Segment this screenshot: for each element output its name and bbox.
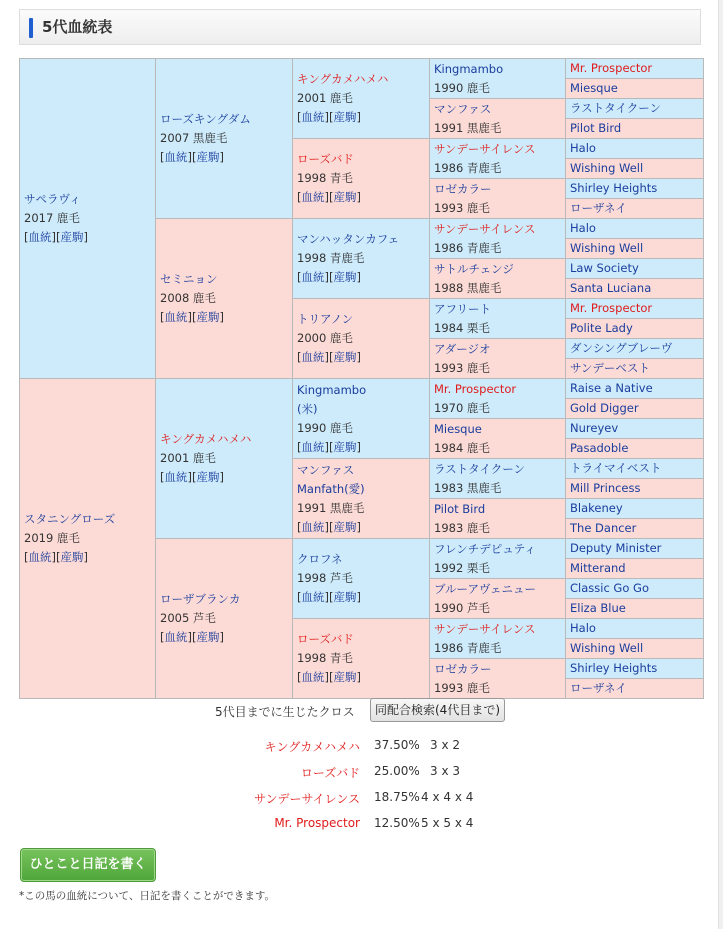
gen5-horse-cell <box>566 299 704 319</box>
horse-links: [血統][産駒] <box>160 150 224 164</box>
pedigree-link[interactable]: 血統 <box>301 350 325 364</box>
horse-name-link[interactable]: ローズバド <box>297 152 354 166</box>
pedigree-link[interactable]: 血統 <box>301 439 325 454</box>
offspring-link[interactable]: 産駒 <box>196 150 220 164</box>
horse-name-link[interactable]: ロゼカラー <box>434 661 492 676</box>
heading-accent-bar <box>29 18 33 38</box>
horse-links: [血統][産駒] <box>297 439 361 454</box>
horse-birth-coat: 2000 鹿毛 <box>297 331 353 345</box>
gen2-horse-cell <box>156 219 293 379</box>
horse-links: [血統][産駒] <box>297 519 361 534</box>
offspring-link[interactable]: 産駒 <box>333 270 357 284</box>
offspring-link[interactable]: 産駒 <box>333 110 357 124</box>
horse-name-link[interactable]: Mr. Prospector <box>570 61 653 75</box>
horse-birth-coat: 1984 鹿毛 <box>434 440 490 455</box>
pedigree-table <box>19 58 704 699</box>
horse-name-link[interactable]: マンハッタンカフェ <box>297 232 400 246</box>
horse-birth-coat: 1998 芦毛 <box>297 571 353 585</box>
horse-birth-coat: 1983 黒鹿毛 <box>434 480 502 495</box>
horse-birth-coat: 1990 鹿毛 <box>434 80 490 95</box>
gen4-horse-cell <box>430 579 566 619</box>
horse-name-link[interactable]: Blakeney <box>570 501 623 515</box>
pedigree-link[interactable]: 血統 <box>164 310 188 324</box>
horse-name-link[interactable]: サンデーサイレンス <box>434 621 536 636</box>
horse-birth-coat: 2019 鹿毛 <box>24 531 80 545</box>
horse-name-link[interactable]: Halo <box>570 141 596 155</box>
horse-name-link[interactable]: Kingmambo <box>434 61 504 76</box>
horse-name-link[interactable]: Halo <box>570 621 596 635</box>
gen4-horse-cell <box>430 419 566 459</box>
horse-birth-coat: 2001 鹿毛 <box>160 451 216 465</box>
gen4-horse-cell <box>430 619 566 659</box>
gen5-horse-cell <box>566 399 704 419</box>
gen2-horse-cell <box>156 59 293 219</box>
gen5-horse-cell <box>566 379 704 399</box>
pedigree-link[interactable]: 血統 <box>164 630 188 644</box>
gen4-horse-cell <box>430 379 566 419</box>
horse-name-link[interactable]: フレンチデピュティ <box>434 541 536 556</box>
horse-name-link[interactable]: Santa Luciana <box>570 281 652 295</box>
horse-birth-coat: 2007 黒鹿毛 <box>160 131 228 145</box>
cross-percent: 12.50% <box>374 816 420 830</box>
horse-name-link[interactable]: Nureyev <box>570 421 619 435</box>
horse-name-link[interactable]: マンファス <box>434 101 492 116</box>
offspring-link[interactable]: 産駒 <box>333 350 357 364</box>
horse-origin-name[interactable]: Manfath(愛) <box>297 481 365 496</box>
gen1-horse-cell <box>20 379 156 699</box>
horse-name-link[interactable]: ブルーアヴェニュー <box>434 581 537 596</box>
horse-name-link[interactable]: Pilot Bird <box>434 501 486 516</box>
horse-name-link[interactable]: サペラヴィ <box>24 192 81 206</box>
page-scrollbar[interactable] <box>718 0 723 929</box>
horse-birth-coat: 1988 黒鹿毛 <box>434 280 502 295</box>
gen4-horse-cell <box>430 219 566 259</box>
gen5-horse-cell <box>566 339 704 359</box>
page-title: 5代血統表 <box>42 18 113 36</box>
offspring-link[interactable]: 産駒 <box>333 590 357 604</box>
gen4-horse-cell <box>430 339 566 379</box>
pedigree-link[interactable]: 血統 <box>164 150 188 164</box>
gen4-horse-cell <box>430 59 566 99</box>
gen5-horse-cell <box>566 459 704 479</box>
horse-name-link[interactable]: トライマイベスト <box>570 461 662 475</box>
gen3-horse-cell <box>293 219 430 299</box>
horse-name-link[interactable]: スタニングローズ <box>24 512 116 526</box>
pedigree-link[interactable]: 血統 <box>301 590 325 604</box>
horse-links: [血統][産駒] <box>297 190 361 204</box>
horse-name-link[interactable]: アダージオ <box>434 341 491 356</box>
cross-horse-link[interactable]: サンデーサイレンス <box>254 792 360 806</box>
horse-name-link[interactable]: Shirley Heights <box>570 661 658 675</box>
gen5-horse-cell <box>566 519 704 539</box>
gen5-horse-cell <box>566 419 704 439</box>
gen5-horse-cell <box>566 119 704 139</box>
horse-links: [血統][産駒] <box>297 590 361 604</box>
pedigree-link[interactable]: 血統 <box>301 110 325 124</box>
gen5-horse-cell <box>566 259 704 279</box>
gen5-horse-cell <box>566 659 704 679</box>
gen5-horse-cell <box>566 59 704 79</box>
cross-horse-link[interactable]: キングカメハメハ <box>264 740 360 754</box>
cross-horse-link[interactable]: ローズバド <box>300 766 360 780</box>
horse-name-link[interactable]: キングカメハメハ <box>160 432 252 446</box>
diary-note: *この馬の血統について、日記を書くことができます。 <box>19 890 275 902</box>
horse-name-link[interactable]: Polite Lady <box>570 321 633 335</box>
horse-birth-coat: 1998 青毛 <box>297 171 353 185</box>
offspring-link[interactable]: 産駒 <box>333 190 357 204</box>
horse-name-link[interactable]: Mr. Prospector <box>434 381 517 396</box>
gen4-horse-cell <box>430 99 566 139</box>
offspring-link[interactable]: 産駒 <box>333 519 357 534</box>
pedigree-link[interactable]: 血統 <box>164 470 188 484</box>
horse-name-link[interactable]: Miesque <box>434 421 482 436</box>
horse-birth-coat: 2005 芦毛 <box>160 611 216 625</box>
gen5-horse-cell <box>566 679 704 699</box>
cross-percent: 18.75% <box>374 790 420 804</box>
gen3-horse-cell <box>293 379 430 459</box>
horse-name-link[interactable]: サンデーベスト <box>570 361 650 375</box>
gen5-horse-cell <box>566 319 704 339</box>
cross-pattern: 5 x 5 x 4 <box>421 816 474 830</box>
horse-birth-coat: 1970 鹿毛 <box>434 400 490 415</box>
cross-horse-link[interactable]: Mr. Prospector <box>274 816 360 830</box>
offspring-link[interactable]: 産駒 <box>60 230 84 244</box>
horse-origin-name[interactable]: (米) <box>297 401 318 416</box>
gen5-horse-cell <box>566 639 704 659</box>
pedigree-link[interactable]: 血統 <box>28 230 52 244</box>
gen4-horse-cell <box>430 179 566 219</box>
gen3-horse-cell <box>293 459 430 539</box>
cross-pattern: 3 x 2 <box>430 738 460 752</box>
horse-links: [血統][産駒] <box>297 670 361 684</box>
gen4-horse-cell <box>430 139 566 179</box>
gen5-horse-cell <box>566 219 704 239</box>
gen3-horse-cell <box>293 539 430 619</box>
gen5-horse-cell <box>566 199 704 219</box>
horse-name-link[interactable]: キングカメハメハ <box>297 72 389 86</box>
gen5-horse-cell <box>566 619 704 639</box>
gen3-horse-cell <box>293 59 430 139</box>
gen4-horse-cell <box>430 659 566 699</box>
cross-percent: 25.00% <box>374 764 420 778</box>
horse-name-link[interactable]: Deputy Minister <box>570 541 662 555</box>
offspring-link[interactable]: 産駒 <box>196 630 220 644</box>
horse-birth-coat: 2001 鹿毛 <box>297 91 353 105</box>
horse-name-link[interactable]: ローズキングダム <box>160 112 251 126</box>
gen5-horse-cell <box>566 599 704 619</box>
horse-birth-coat: 1993 鹿毛 <box>434 200 490 215</box>
horse-birth-coat: 1986 青鹿毛 <box>434 160 502 175</box>
horse-name-link[interactable]: クロフネ <box>297 552 343 566</box>
horse-name-link[interactable]: Classic Go Go <box>570 581 649 595</box>
gen5-horse-cell <box>566 159 704 179</box>
cross-heading: 5代目までに生じたクロス <box>215 705 355 719</box>
horse-name-link[interactable]: ローザネイ <box>570 681 627 695</box>
gen5-horse-cell <box>566 579 704 599</box>
gen5-horse-cell <box>566 559 704 579</box>
horse-name-link[interactable]: セミニョン <box>160 272 218 286</box>
horse-links: [血統][産駒] <box>160 310 224 324</box>
horse-links: [血統][産駒] <box>297 270 361 284</box>
horse-name-link[interactable]: Shirley Heights <box>570 181 658 195</box>
horse-name-link[interactable]: Eliza Blue <box>570 601 626 615</box>
gen2-horse-cell <box>156 379 293 539</box>
offspring-link[interactable]: 産駒 <box>333 439 357 454</box>
horse-name-link[interactable]: Pasadoble <box>570 441 629 455</box>
pedigree-row <box>20 379 704 399</box>
same-mating-search-button[interactable]: 同配合検索(4代目まで) <box>370 698 505 722</box>
horse-name-link[interactable]: Mr. Prospector <box>570 301 653 315</box>
gen5-horse-cell <box>566 279 704 299</box>
gen4-horse-cell <box>430 299 566 339</box>
horse-name-link[interactable]: Pilot Bird <box>570 121 622 135</box>
horse-name-link[interactable]: サトルチェンジ <box>434 261 514 276</box>
horse-name-link[interactable]: The Dancer <box>570 521 637 535</box>
horse-birth-coat: 1991 黒鹿毛 <box>297 500 365 515</box>
horse-birth-coat: 1986 青鹿毛 <box>434 640 502 655</box>
horse-birth-coat: 1983 鹿毛 <box>434 520 490 535</box>
offspring-link[interactable]: 産駒 <box>196 310 220 324</box>
horse-name-link[interactable]: Halo <box>570 221 596 235</box>
gen5-horse-cell <box>566 439 704 459</box>
horse-name-link[interactable]: Law Society <box>570 261 639 275</box>
gen4-horse-cell <box>430 499 566 539</box>
horse-name-link[interactable]: Raise a Native <box>570 381 653 395</box>
section-heading <box>19 9 701 45</box>
pedigree-link[interactable]: 血統 <box>301 670 325 684</box>
horse-links: [血統][産駒] <box>160 470 224 484</box>
gen5-horse-cell <box>566 139 704 159</box>
horse-birth-coat: 1998 青鹿毛 <box>297 251 365 265</box>
horse-name-link[interactable]: マンファス <box>297 462 355 477</box>
horse-name-link[interactable]: ローズバド <box>297 632 354 646</box>
gen3-horse-cell <box>293 619 430 699</box>
horse-links: [血統][産駒] <box>297 110 361 124</box>
cross-pattern: 3 x 3 <box>430 764 460 778</box>
horse-birth-coat: 1993 鹿毛 <box>434 680 490 695</box>
gen5-horse-cell <box>566 79 704 99</box>
write-diary-button[interactable]: ひとこと日記を書く <box>20 848 156 882</box>
gen2-horse-cell <box>156 539 293 699</box>
pedigree-row <box>20 59 704 79</box>
gen4-horse-cell <box>430 539 566 579</box>
horse-birth-coat: 1991 黒鹿毛 <box>434 120 502 135</box>
horse-birth-coat: 2017 鹿毛 <box>24 211 80 225</box>
offspring-link[interactable]: 産駒 <box>196 470 220 484</box>
offspring-link[interactable]: 産駒 <box>333 670 357 684</box>
horse-birth-coat: 2008 鹿毛 <box>160 291 216 305</box>
gen5-horse-cell <box>566 179 704 199</box>
pedigree-link[interactable]: 血統 <box>301 519 325 534</box>
gen5-horse-cell <box>566 359 704 379</box>
horse-links: [血統][産駒] <box>24 230 88 244</box>
horse-name-link[interactable]: Wishing Well <box>570 641 644 655</box>
horse-links: [血統][産駒] <box>297 350 361 364</box>
horse-name-link[interactable]: ロゼカラー <box>434 181 492 196</box>
offspring-link[interactable]: 産駒 <box>60 550 84 564</box>
cross-percent: 37.50% <box>374 738 420 752</box>
gen5-horse-cell <box>566 499 704 519</box>
horse-birth-coat: 1984 栗毛 <box>434 320 490 335</box>
horse-name-link[interactable]: Mill Princess <box>570 481 641 495</box>
horse-name-link[interactable]: Wishing Well <box>570 241 644 255</box>
horse-name-link[interactable]: アフリート <box>434 301 492 316</box>
horse-name-link[interactable]: ローザネイ <box>570 201 627 215</box>
gen3-horse-cell <box>293 299 430 379</box>
horse-name-link[interactable]: サンデーサイレンス <box>434 141 536 156</box>
gen5-horse-cell <box>566 239 704 259</box>
horse-birth-coat: 1998 青毛 <box>297 651 353 665</box>
pedigree-link[interactable]: 血統 <box>301 190 325 204</box>
horse-birth-coat: 1986 青鹿毛 <box>434 240 502 255</box>
gen4-horse-cell <box>430 459 566 499</box>
horse-birth-coat: 1993 鹿毛 <box>434 360 490 375</box>
gen5-horse-cell <box>566 99 704 119</box>
gen5-horse-cell <box>566 539 704 559</box>
horse-name-link[interactable]: Mitterand <box>570 561 626 575</box>
horse-name-link[interactable]: ラストタイクーン <box>570 101 661 115</box>
horse-name-link[interactable]: ダンシングブレーヴ <box>570 341 673 355</box>
horse-name-link[interactable]: ローザブランカ <box>160 592 241 606</box>
horse-name-link[interactable]: Miesque <box>570 81 618 95</box>
gen4-horse-cell <box>430 259 566 299</box>
pedigree-link[interactable]: 血統 <box>28 550 52 564</box>
horse-birth-coat: 1990 鹿毛 <box>297 420 353 435</box>
horse-name-link[interactable]: トリアノン <box>297 312 354 326</box>
horse-name-link[interactable]: Wishing Well <box>570 161 644 175</box>
cross-pattern: 4 x 4 x 4 <box>421 790 474 804</box>
horse-name-link[interactable]: ラストタイクーン <box>434 461 525 476</box>
gen1-horse-cell <box>20 59 156 379</box>
horse-name-link[interactable]: サンデーサイレンス <box>434 221 536 236</box>
gen3-horse-cell <box>293 139 430 219</box>
horse-links: [血統][産駒] <box>160 630 224 644</box>
horse-name-link[interactable]: Kingmambo <box>297 382 367 397</box>
horse-birth-coat: 1992 栗毛 <box>434 560 490 575</box>
horse-name-link[interactable]: Gold Digger <box>570 401 639 415</box>
gen5-horse-cell <box>566 479 704 499</box>
horse-links: [血統][産駒] <box>24 550 88 564</box>
pedigree-link[interactable]: 血統 <box>301 270 325 284</box>
horse-birth-coat: 1990 芦毛 <box>434 600 490 615</box>
